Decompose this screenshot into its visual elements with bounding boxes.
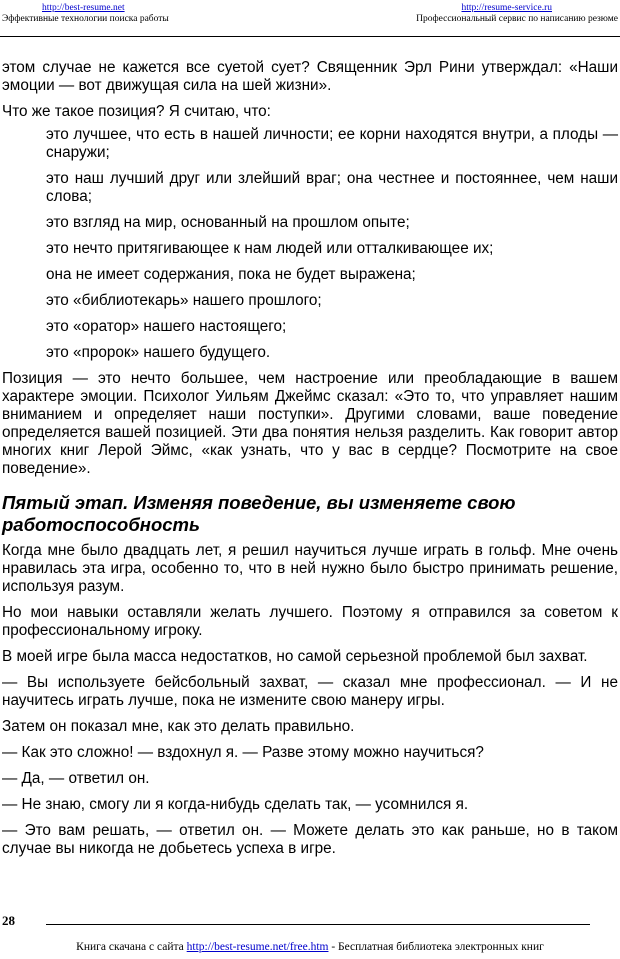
paragraph: Когда мне было двадцать лет, я решил научиться лучше играть в гольф. Мне очень нравилась эта игра, особенно то, что в ней нужно было быстро принимать решение, используя разум. — [2, 542, 618, 595]
paragraph: Но мои навыки оставляли желать лучшего. Поэтому я отправился за советом к профессиональному игроку. — [2, 604, 618, 639]
header-right-text: Профессиональный сервис по написанию резюме — [416, 14, 618, 24]
paragraph: Затем он показал мне, как это делать правильно. — [2, 718, 355, 735]
page-number: 28 — [2, 913, 15, 928]
header-right-link[interactable]: http://resume-service.ru — [461, 3, 552, 13]
header-right — [416, 3, 618, 25]
list-item: это нечто притягивающее к нам людей или отталкивающее их; — [46, 240, 494, 257]
page-header — [0, 0, 620, 32]
header-left-link[interactable]: http://best-resume.net — [42, 3, 125, 13]
paragraph: — Да, — ответил он. — [2, 770, 150, 787]
list-item: это лучшее, что есть в нашей личности; ее корни находятся внутри, а плоды — снаружи; — [46, 126, 618, 161]
list-item: это «библиотекарь» нашего прошлого; — [46, 292, 322, 309]
page-body — [2, 59, 618, 866]
page-footer — [0, 941, 620, 954]
list-item: это взгляд на мир, основанный на прошлом опыте; — [46, 214, 410, 231]
footer-link[interactable]: http://best-resume.net/free.htm — [186, 941, 329, 953]
list-item: это наш лучший друг или злейший враг; она честнее и постояннее, чем наши слова; — [46, 170, 618, 205]
paragraph: — Это вам решать, — ответил он. — Можете делать это как раньше, но в таком случае вы никогда не добьетесь успеха в игре. — [2, 822, 618, 857]
section-heading: Пятый этап. Изменяя поведение, вы изменяете свою работоспособность — [2, 492, 516, 535]
footer-prefix: Книга скачана с сайта — [76, 941, 184, 953]
header-divider — [0, 36, 620, 37]
paragraph: Что же такое позиция? Я считаю, что: — [2, 103, 271, 120]
header-left — [2, 3, 169, 25]
paragraph: — Не знаю, смогу ли я когда-нибудь сделать так, — усомнился я. — [2, 796, 469, 813]
list-item: это «оратор» нашего настоящего; — [46, 318, 287, 335]
paragraph: этом случае не кажется все суетой сует? Священник Эрл Рини утверждал: «Наши эмоции — вот движущая сила на шей жизни». — [2, 59, 618, 94]
header-left-text: Эффективные технологии поиска работы — [2, 14, 169, 24]
list-item: она не имеет содержания, пока не будет выражена; — [46, 266, 416, 283]
paragraph: В моей игре была масса недостатков, но самой серьезной проблемой был захват. — [2, 648, 588, 665]
footer-suffix: - Бесплатная библиотека электронных книг — [331, 941, 544, 953]
paragraph: — Вы используете бейсбольный захват, — сказал мне профессионал. — И не научитесь играть лучше, пока не измените свою манеру игры. — [2, 674, 618, 709]
list-item: это «пророк» нашего будущего. — [46, 344, 271, 361]
paragraph: Позиция — это нечто большее, чем настроение или преобладающие в вашем характере эмоции. Психолог Уильям Джеймс сказал: «Это то, что управляет нашим вниманием и определяет наши поступки». Другими словами, ваше поведение определяется вашей позицией. Эти два понятия нельзя разделить. Как говорит автор многих книг Лерой Эймс, «как узнать, что у вас в сердце? Посмотрите на свое поведение». — [2, 370, 618, 477]
paragraph: — Как это сложно! — вздохнул я. — Разве этому можно научиться? — [2, 744, 484, 761]
footer-divider — [46, 924, 590, 925]
